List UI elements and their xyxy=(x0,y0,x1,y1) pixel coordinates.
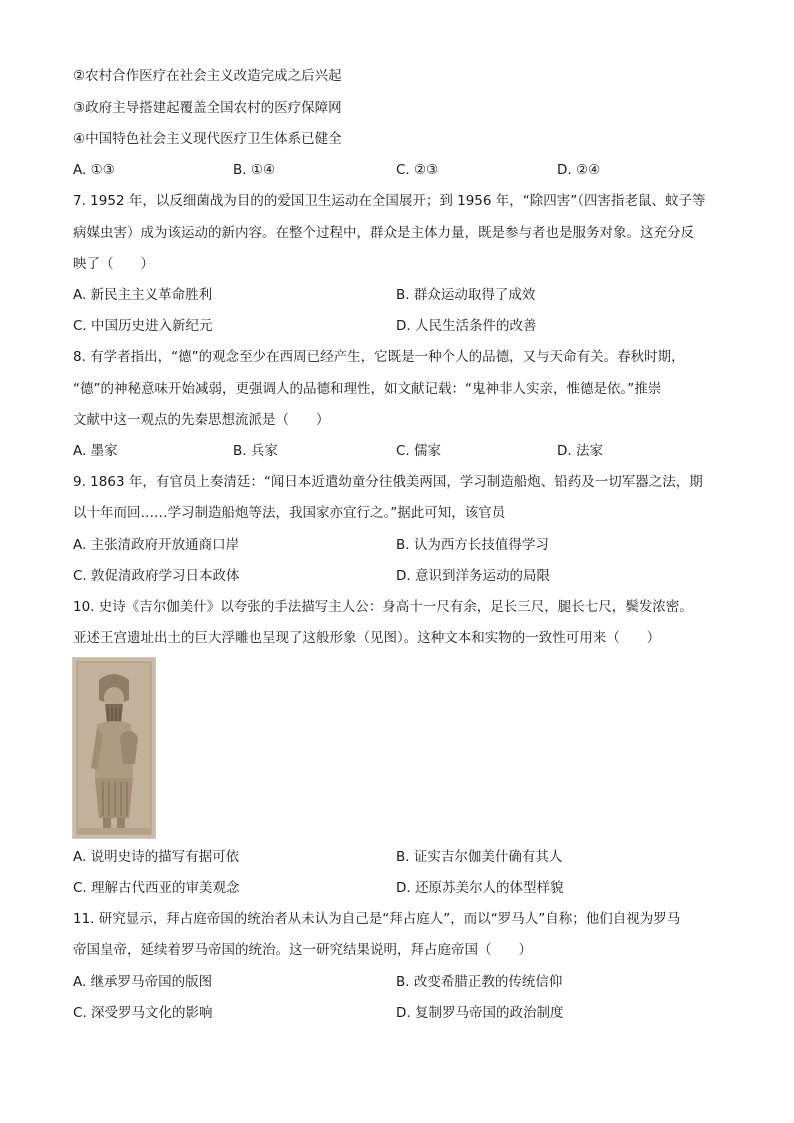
relief-figure-icon xyxy=(73,658,155,838)
q8-stem-line-1: 8. 有学者指出，“德”的观念至少在西周已经产生，它既是一种个人的品德，又与天命有关。春秋时期， xyxy=(73,349,685,365)
q8-option-c[interactable]: C. 儒家 xyxy=(396,443,442,459)
gilgamesh-relief-image xyxy=(72,657,156,839)
q9-option-a[interactable]: A. 主张清政府开放通商口岸 xyxy=(73,537,240,553)
q10-option-b[interactable]: B. 证实吉尔伽美什确有其人 xyxy=(396,849,563,865)
q8-option-d[interactable]: D. 法家 xyxy=(557,443,603,459)
q11-stem-line-2: 帝国皇帝，延续着罗马帝国的统治。这一研究结果说明，拜占庭帝国（ ） xyxy=(73,942,532,958)
q9-stem-line-2: 以十年而回……学习制造船炮等法，我国家亦宜行之。”据此可知，该官员 xyxy=(73,505,506,521)
q11-option-c[interactable]: C. 深受罗马文化的影响 xyxy=(73,1005,213,1021)
q6-option-d[interactable]: D. ②④ xyxy=(557,162,601,178)
item-2: ②农村合作医疗在社会主义改造完成之后兴起 xyxy=(73,68,342,84)
q8-option-b[interactable]: B. 兵家 xyxy=(233,443,278,459)
q11-option-a[interactable]: A. 继承罗马帝国的版图 xyxy=(73,974,213,990)
item-3: ③政府主导搭建起覆盖全国农村的医疗保障网 xyxy=(73,100,342,116)
q10-stem-line-1: 10. 史诗《吉尔伽美什》以夸张的手法描写主人公：身高十一尺有余，足长三尺，腿长七尺，鬓发浓密。 xyxy=(73,599,693,615)
q9-option-d[interactable]: D. 意识到洋务运动的局限 xyxy=(396,568,550,584)
q7-stem-line-2: 病媒虫害）成为该运动的新内容。在整个过程中，群众是主体力量，既是参与者也是服务对象。这充分反 xyxy=(73,225,694,241)
q9-option-c[interactable]: C. 敦促清政府学习日本政体 xyxy=(73,568,240,584)
q9-stem-line-1: 9. 1863 年，有官员上奏清廷：“闻日本近遣幼童分往俄美两国，学习制造船炮、铅药及一切军器之法，期 xyxy=(73,474,703,490)
q7-option-c[interactable]: C. 中国历史进入新纪元 xyxy=(73,318,213,334)
q10-stem-line-2: 亚述王宫遗址出土的巨大浮雕也呈现了这般形象（见图）。这种文本和实物的一致性可用来（ ） xyxy=(73,630,661,646)
q10-option-d[interactable]: D. 还原苏美尔人的体型样貌 xyxy=(396,880,564,896)
q8-stem-line-3: 文献中这一观点的先秦思想流派是（ ） xyxy=(73,412,330,428)
q7-option-b[interactable]: B. 群众运动取得了成效 xyxy=(396,287,536,303)
q6-option-c[interactable]: C. ②③ xyxy=(396,162,439,178)
q6-option-a[interactable]: A. ①③ xyxy=(73,162,115,178)
q10-option-c[interactable]: C. 理解古代西亚的审美观念 xyxy=(73,880,240,896)
q8-stem-line-2: “德”的神秘意味开始减弱，更强调人的品德和理性，如文献记载：“鬼神非人实亲，惟德是依。”推崇 xyxy=(73,381,662,397)
q11-stem-line-1: 11. 研究显示，拜占庭帝国的统治者从未认为自己是“拜占庭人”，而以“罗马人”自称；他们自视为罗马 xyxy=(73,911,681,927)
q9-option-b[interactable]: B. 认为西方长技值得学习 xyxy=(396,537,549,553)
q11-option-b[interactable]: B. 改变希腊正教的传统信仰 xyxy=(396,974,563,990)
q6-option-b[interactable]: B. ①④ xyxy=(233,162,276,178)
q7-stem-line-3: 映了（ ） xyxy=(73,256,154,272)
q8-option-a[interactable]: A. 墨家 xyxy=(73,443,118,459)
item-4: ④中国特色社会主义现代医疗卫生体系已健全 xyxy=(73,131,342,147)
q7-stem-line-1: 7. 1952 年，以反细菌战为目的的爱国卫生运动在全国展开；到 1956 年，“除四害”（四害指老鼠、蚊子等 xyxy=(73,193,706,209)
q7-option-a[interactable]: A. 新民主主义革命胜利 xyxy=(73,287,213,303)
q11-option-d[interactable]: D. 复制罗马帝国的政治制度 xyxy=(396,1005,564,1021)
q10-option-a[interactable]: A. 说明史诗的描写有据可依 xyxy=(73,849,240,865)
q7-option-d[interactable]: D. 人民生活条件的改善 xyxy=(396,318,537,334)
